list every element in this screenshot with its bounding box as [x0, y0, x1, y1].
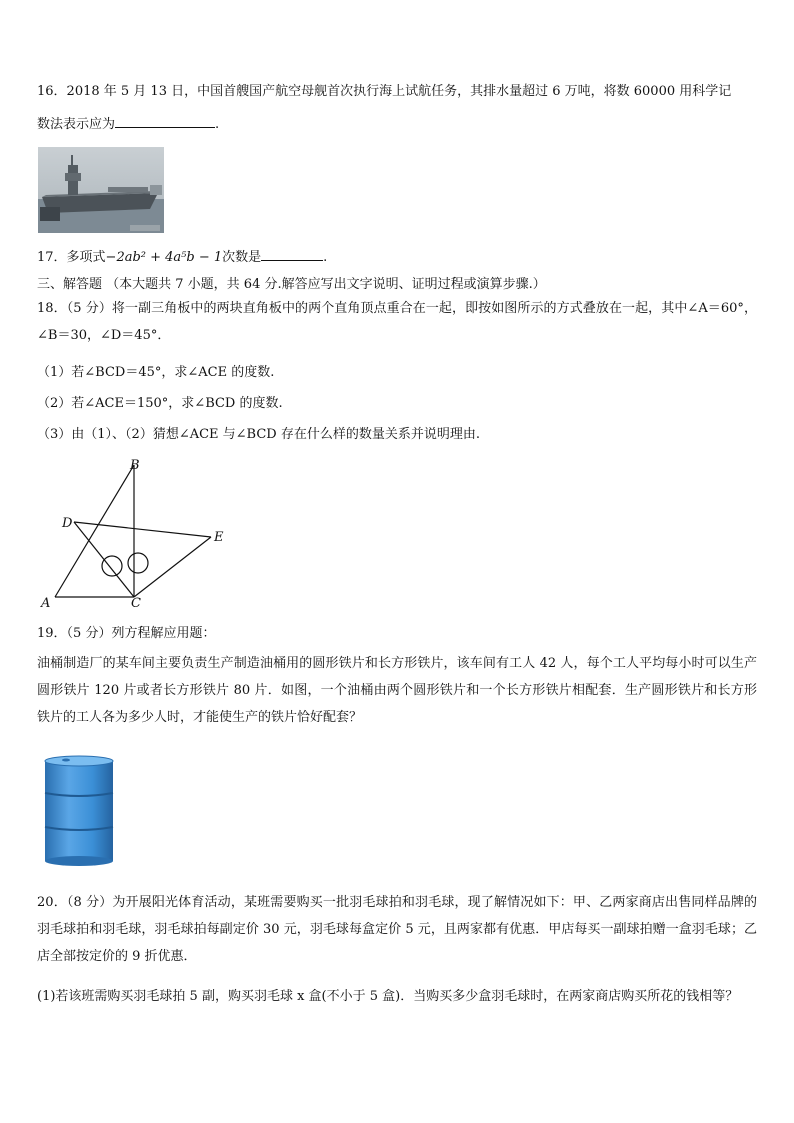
- q20-body: 20．（8 分）为开展阳光体育活动，某班需要购买一批羽毛球拍和羽毛球，现了解情况如下：甲、乙两家商店出售同样品牌的羽毛球拍和羽毛球，羽毛球拍每副定价 30 元，羽毛球每盒定价 5 元，且两家都有优惠．甲店每买一副球拍赠一盒羽毛球；乙店全部按定价的 9 折优惠．: [37, 895, 757, 964]
- q17-suffix: 次数是: [222, 250, 262, 265]
- q18-part2: （2）若∠ACE＝150°，求∠BCD 的度数.: [37, 396, 283, 411]
- q16-line2-end: .: [215, 117, 220, 132]
- q17-line: [37, 248, 327, 267]
- q19-body: 油桶制造厂的某车间主要负责生产制造油桶用的圆形铁片和长方形铁片，该车间有工人 42 人，每个工人平均每小时可以生产圆形铁片 120 片或者长方形铁片 80 片．如图，一个油桶由两个圆形铁片和一个长方形铁片相配套．生产圆形铁片和长方形铁片的工人各为多少人时，才能使生产的铁片恰好配套？: [37, 656, 757, 725]
- segment-EC: [134, 537, 211, 597]
- q18-intro: 18．（5 分）将一副三角板中的两块直角板中的两个直角顶点重合在一起，即按如图所示的方式叠放在一起，其中∠A＝60°，∠B＝30，∠D＝45°．: [37, 301, 757, 343]
- q18-part3: （3）由（1）、（2）猜想∠ACE 与∠BCD 存在什么样的数量关系并说明理由.: [37, 427, 480, 442]
- q16-answer-blank: [115, 115, 215, 128]
- q17-prefix: 17．多项式: [37, 250, 106, 265]
- triangle-diagram: [30, 456, 240, 612]
- right-angle-circle-1: [102, 556, 122, 576]
- q16-line1: 16．2018 年 5 月 13 日，中国首艘国产航空母舰首次执行海上试航任务，其排水量超过 6 万吨，将数 60000 用科学记: [37, 84, 732, 99]
- segment-DE: [74, 522, 211, 537]
- q18-part1: （1）若∠BCD＝45°，求∠ACE 的度数.: [37, 365, 275, 380]
- q17-end: .: [323, 250, 328, 265]
- segment-AB: [55, 465, 134, 597]
- label-C: C: [131, 596, 141, 611]
- right-angle-circle-2: [128, 553, 148, 573]
- label-A: A: [41, 596, 51, 611]
- q19-title: 19．（5 分）列方程解应用题：: [37, 626, 216, 641]
- q17-polynomial: −2ab² + 4a⁵b − 1: [105, 250, 223, 265]
- q16-line2-text: 数法表示应为: [37, 117, 116, 132]
- q16-line2: [37, 115, 219, 134]
- label-D: D: [62, 516, 73, 531]
- section-3-header: 三、解答题 （本大题共 7 小题，共 64 分.解答应写出文字说明、证明过程或演算步骤.）: [37, 277, 546, 292]
- oil-barrel-photo: [42, 755, 116, 867]
- aircraft-carrier-photo: [38, 147, 164, 233]
- q17-answer-blank: [261, 248, 323, 261]
- label-B: B: [130, 458, 140, 473]
- label-E: E: [214, 530, 224, 545]
- q20-part1: (1)若该班需购买羽毛球拍 5 副，购买羽毛球 x 盒(不小于 5 盒)．当购买多少盒羽毛球时，在两家商店购买所花的钱相等？: [37, 989, 739, 1004]
